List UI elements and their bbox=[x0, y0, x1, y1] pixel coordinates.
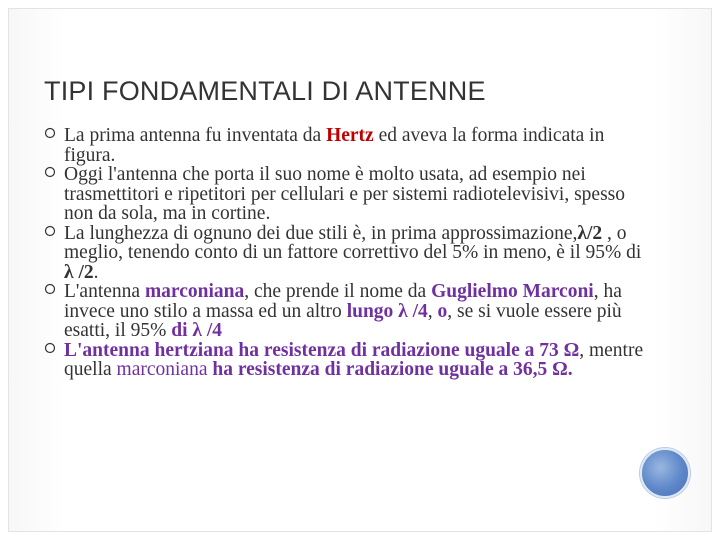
bullet-text-segment: , che prende il nome da bbox=[244, 281, 432, 302]
bullet-text-segment: , o meglio, tenendo conto di un fattore correttivo del 5% in meno, è il 95% di bbox=[64, 222, 642, 263]
bullet-text-segment: o bbox=[437, 300, 448, 322]
hollow-circle-icon bbox=[44, 225, 56, 237]
bullet-list bbox=[44, 126, 654, 380]
bullet-text-segment: Oggi l'antenna che porta il suo nome è molto usata, ad esempio nei trasmettitori e ripetitori per cellulari e per sistemi radiotelevisivi, spesso non da sola, ma in cortine. bbox=[64, 164, 626, 224]
bullet-text-segment: lungo λ /4 bbox=[346, 300, 428, 322]
bullet-text-segment: di λ /4 bbox=[171, 320, 222, 341]
blue-circle-icon bbox=[640, 448, 690, 498]
hollow-circle-icon bbox=[44, 342, 56, 354]
bullet-text-segment: , ha invece uno stilo a massa ed un altro bbox=[64, 281, 622, 322]
bullet-item bbox=[44, 126, 654, 165]
bullet-text-segment: L'antenna bbox=[64, 281, 145, 302]
bullet-text-segment: , mentre quella bbox=[64, 339, 644, 380]
bullet-text-segment: marconiana bbox=[144, 281, 245, 302]
bullet-text-segment: La lunghezza di ognuno dei due stili è, in prima approssimazione, bbox=[64, 222, 578, 244]
bullet-text-segment: Hertz bbox=[326, 125, 374, 146]
slide-title: TIPI FONDAMENTALI DI ANTENNE bbox=[44, 76, 486, 106]
bullet-item bbox=[44, 282, 654, 341]
hollow-circle-icon bbox=[44, 283, 56, 295]
bullet-text-segment: λ /2 bbox=[64, 261, 94, 283]
hollow-circle-icon bbox=[44, 166, 56, 178]
bullet-item bbox=[44, 165, 654, 224]
bullet-text-segment: , se si vuole essere più esatti, il 95% bbox=[64, 300, 622, 341]
hollow-circle-icon bbox=[44, 127, 56, 139]
bullet-text-segment: La prima antenna fu inventata da bbox=[64, 125, 327, 146]
bullet-text-segment: ed aveva la forma indicata in figura. bbox=[64, 125, 605, 166]
bullet-item bbox=[44, 341, 654, 380]
bullet-text-segment: L'antenna hertziana ha resistenza di radiazione uguale a 73 Ω bbox=[64, 339, 580, 361]
bullet-item bbox=[44, 224, 654, 283]
bullet-text-segment: . bbox=[93, 261, 99, 283]
bullet-text-segment: , bbox=[427, 300, 438, 322]
bullet-text-segment: Guglielmo Marconi bbox=[431, 281, 594, 302]
bullet-text-segment: marconiana bbox=[116, 359, 208, 380]
bullet-text-segment: ha resistenza di radiazione uguale a 36,5 Ω. bbox=[207, 359, 573, 380]
bullet-text-segment: λ/2 bbox=[577, 222, 603, 244]
